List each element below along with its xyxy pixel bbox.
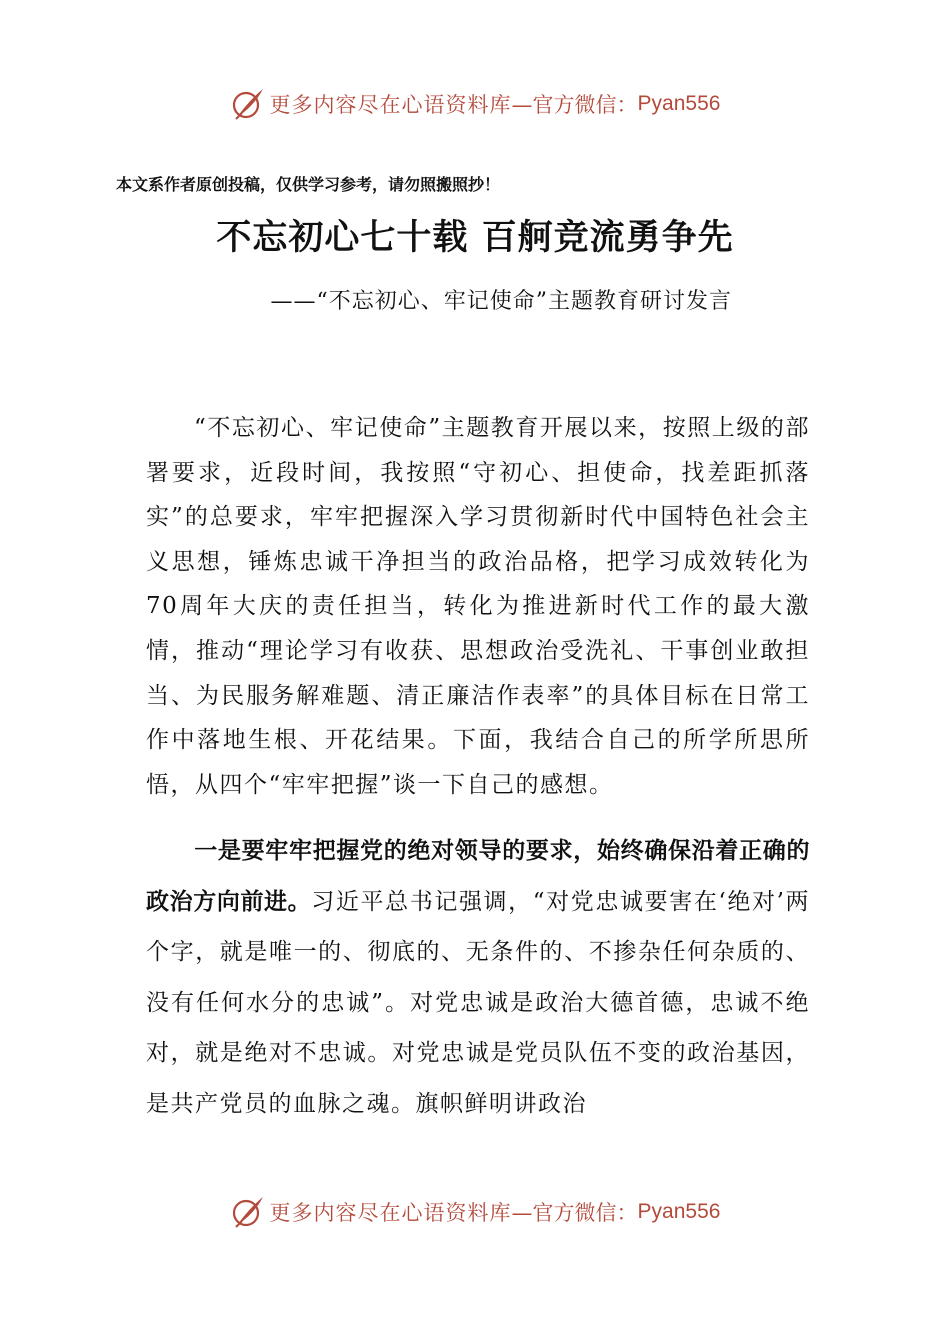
quill-pen-circle-logo-icon — [230, 1194, 266, 1230]
document-title: 不忘初心七十载 百舸竞流勇争先 — [216, 217, 734, 258]
quill-pen-circle-logo-icon — [230, 86, 266, 122]
copyright-notice: 本文系作者原创投稿，仅供学习参考，请勿照搬照抄！ — [116, 175, 501, 194]
banner-text: 更多内容尽在心语资料库 — [269, 93, 512, 117]
banner-separator: —官方微信： — [511, 93, 638, 117]
document-subtitle: ——“不忘初心、牢记使命”主题教育研讨发言 — [270, 289, 732, 314]
footer-watermark-banner — [0, 1192, 950, 1232]
paragraph-1 — [146, 406, 810, 807]
paragraph-1-text: “不忘初心、牢记使命”主题教育开展以来，按照上级的部署要求，近段时间，我按照“守初心、担使命，找差距抓落实”的总要求，牢牢把握深入学习贯彻新时代中国特色社会主义思想，锤炼忠诚干净担当的政治品格，把学习成效转化为70周年大庆的责任担当，转化为推进新时代工作的最大激情，推动“理论学习有收获、思想政治受洗礼、干事创业敢担当、为民服务解难题、清正廉洁作表率”的具体目标在日常工作中落地生根、开花结果。下面，我结合自己的所学所思所悟，从四个“牢牢把握”谈一下自己的感想。 — [146, 415, 810, 798]
paragraph-2 — [146, 826, 810, 1129]
banner-text: 更多内容尽在心语资料库 — [269, 1201, 512, 1225]
paragraph-2-body: 习近平总书记强调，“对党忠诚要害在‘绝对’两个字，就是唯一的、彻底的、无条件的、不掺杂任何杂质的、没有任何水分的忠诚”。对党忠诚是政治大德首德，忠诚不绝对，就是绝对不忠诚。对党忠诚是党员队伍不变的政治基因，是共产党员的血脉之魂。旗帜鲜明讲政治 — [146, 888, 810, 1117]
banner-wechat-id: Pyan556 — [637, 1200, 721, 1223]
paragraph-2-lead: 一是要牢牢把握党的绝对领导的要求，始终确保沿着正确的政治方向前进。 — [146, 838, 810, 915]
header-watermark-banner — [0, 84, 950, 124]
banner-wechat-id: Pyan556 — [637, 92, 721, 115]
banner-separator: —官方微信： — [511, 1201, 638, 1225]
